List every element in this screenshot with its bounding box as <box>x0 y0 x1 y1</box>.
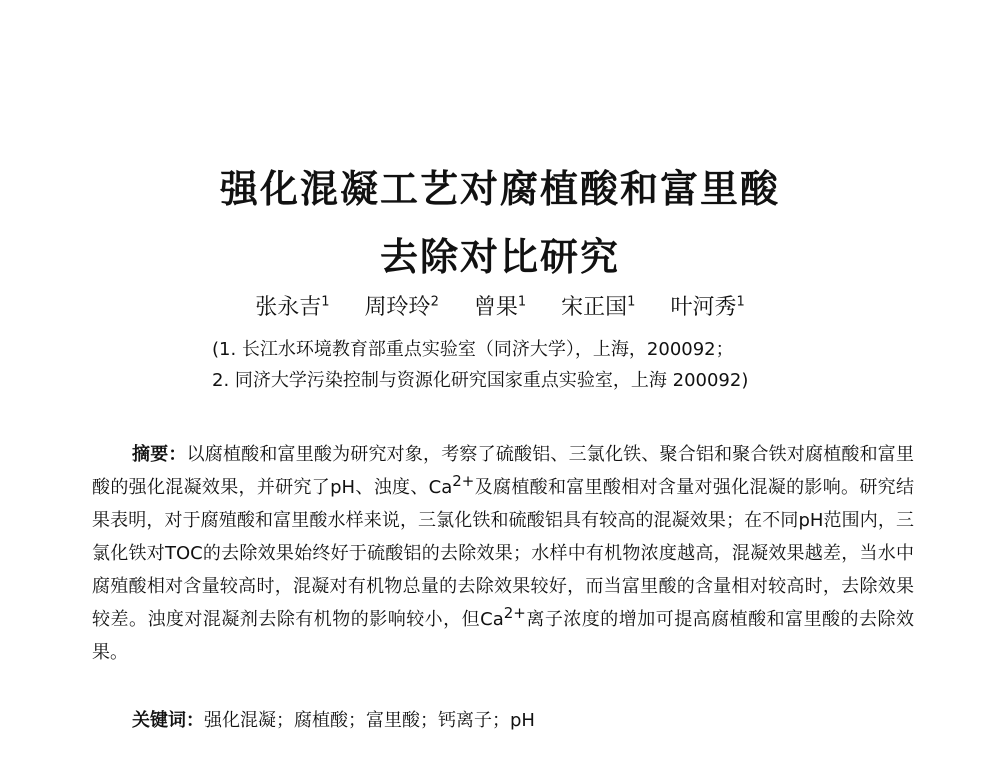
affiliation-line-1: (1. 长江水环境教育部重点实验室（同济大学），上海，200092； <box>212 339 734 360</box>
abstract-label: 摘要： <box>132 444 187 465</box>
author-list <box>0 290 1000 321</box>
abstract-superscript-2: 2+ <box>503 604 526 622</box>
author <box>670 295 744 320</box>
author-affiliation-mark: 2 <box>430 294 439 310</box>
abstract-text-part-2: 及腐植酸和富里酸相对含量对强化混凝的影响。研究结果表明，对于腐殖酸和富里酸水样来说，三氯化铁和硫酸铝具有较高的混凝效果；在不同pH范围内，三氯化铁对TOC的去除效果始终好于硫酸铝的去除效果；水样中有机物浓度越高，混凝效果越差，当水中腐殖酸相对含量较高时，混凝对有机物总量的去除效果较好，而当富里酸的含量相对较高时，去除效果较差。浊度对混凝剂去除有机物的影响较小，但Ca <box>92 477 914 630</box>
abstract-text-part-3: 离子浓度的增加可提高腐植酸和富里酸的去除效果。 <box>92 609 914 663</box>
author-affiliation-mark: 1 <box>627 294 636 310</box>
paper-title-line-1: 强化混凝工艺对腐植酸和富里酸 <box>219 166 780 211</box>
author-affiliation-mark: 1 <box>517 294 527 310</box>
author-name: 宋正国 <box>561 295 628 320</box>
keywords-text: 强化混凝；腐植酸；富里酸；钙离子；pH <box>204 710 535 731</box>
keywords <box>132 706 535 732</box>
author-name: 张永吉 <box>255 295 322 320</box>
paper-title-line-2: 去除对比研究 <box>379 234 620 279</box>
author-name: 曾果 <box>473 295 518 320</box>
affiliation-line-2: 2. 同济大学污染控制与资源化研究国家重点实验室，上海 200092) <box>212 370 749 391</box>
author-name: 叶河秀 <box>670 295 737 320</box>
keywords-label: 关键词： <box>132 710 204 731</box>
author <box>365 295 439 320</box>
author <box>561 295 635 320</box>
abstract <box>92 438 914 669</box>
author-name: 周玲玲 <box>364 295 431 320</box>
abstract-text-part-1: 以腐植酸和富里酸为研究对象，考察了硫酸铝、三氯化铁、聚合铝和聚合铁对腐植酸和富里酸的强化混凝效果，并研究了pH、浊度、Ca <box>92 444 915 498</box>
author <box>255 295 329 320</box>
author <box>474 295 526 320</box>
author-affiliation-mark: 1 <box>321 294 330 310</box>
author-affiliation-mark: 1 <box>736 294 745 310</box>
abstract-superscript-1: 2+ <box>452 472 475 490</box>
